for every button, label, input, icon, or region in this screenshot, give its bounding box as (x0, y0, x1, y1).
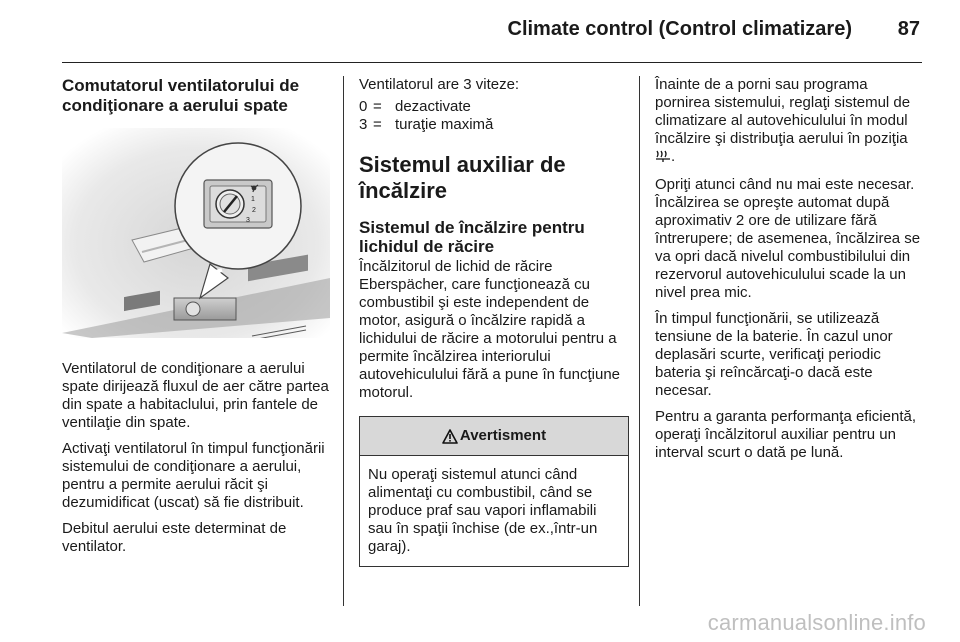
air-distribution-icon (655, 149, 671, 168)
rear-fan-switch-photo (62, 128, 330, 338)
header-rule (62, 62, 922, 63)
speed-number: 3 (359, 116, 368, 133)
column-divider-2 (639, 76, 640, 606)
speed-equals: = (373, 116, 382, 133)
column-divider-1 (343, 76, 344, 606)
paragraph: Ventilatorul de condiţionare a aerului spate dirijează fluxul de aer către partea din spate a habitaclului, prin fantele de ventilaţie din spate. (62, 360, 329, 431)
warning-triangle-icon (442, 429, 458, 444)
warning-title: Avertisment (459, 427, 547, 444)
section-heading-auxiliary-heating: Sistemul auxiliar de încălzire (359, 152, 566, 203)
switch-knob-small (186, 302, 200, 316)
section-heading-rear-fan: Comutatorul ventilatorului de condiţionare a aerului spate (62, 76, 300, 115)
paragraph: În timpul funcţionării, se utilizează tensiune de la baterie. În cazul unor deplasări scurte, verificaţi periodic bateria şi reîncărcaţi-o dacă este necesar. (655, 310, 893, 399)
speed-row (359, 98, 629, 116)
paragraph: Opriţi atunci când nu mai este necesar. Încălzirea se opreşte automat după aproximativ 2 ore de utilizare fără întrerupere; de asemenea, încălzirea se va opri dacă nivelul combustibilului din rezervorul autovehiculului scade la un nivel prea mic. (655, 176, 921, 301)
speed-description: dezactivate (395, 98, 471, 115)
column-left (62, 76, 330, 564)
page-number: 87 (897, 18, 920, 40)
paragraph (655, 76, 925, 168)
fan-speeds-intro: Ventilatorul are 3 viteze: (359, 76, 520, 93)
paragraph: Debitul aerului este determinat de ventilator. (62, 520, 287, 555)
dial-label-2: 2 (252, 207, 256, 214)
warning-header (360, 417, 628, 456)
paragraph-text-end: . (671, 148, 676, 165)
paragraph: Activaţi ventilatorul în timpul funcţionării sistemului de condiţionare a aerului, pentru a permite aerului răcit şi dezumidificat (uscat) să fie distribuit. (62, 440, 325, 511)
speed-equals: = (373, 98, 382, 115)
speed-row (359, 116, 629, 134)
watermark: carmanualsonline.info (707, 610, 926, 635)
dial-label-1: 1 (251, 196, 255, 203)
paragraph: Încălzitorul de lichid de răcire Eberspächer, care funcţionează cu combustibil şi este independent de motor, asigură o încălzire rapidă a lichidului de răcire a motorului pentru a permite încălzirea interiorului autovehiculului fără a pune în funcţiune motorul. (359, 258, 621, 401)
speed-description: turaţie maximă (395, 116, 494, 133)
switch-panel-small (174, 298, 236, 320)
dial-label-3: 3 (246, 217, 250, 224)
warning-box (359, 416, 629, 567)
paragraph: Pentru a garanta performanţa eficientă, operaţi încălzitorul auxiliar pentru un interval scurt o dată pe lună. (655, 408, 916, 461)
column-middle (359, 76, 629, 567)
rear-fan-switch-illustration (62, 128, 330, 338)
warning-body: Nu operaţi sistemul atunci când alimentaţi cu combustibil, când se produce praf sau vapori inflamabili sau în spaţii închise (de ex.,într-un garaj). (368, 466, 598, 555)
paragraph-text: Înainte de a porni sau programa pornirea sistemului, reglaţi sistemul de climatizare al autovehiculului în modul încălzire şi distribuţia aerului în poziţia (655, 76, 911, 147)
header-title: Climate control (Control climatizare) (507, 18, 852, 40)
speed-number: 0 (359, 98, 368, 115)
column-right (655, 76, 925, 470)
subsection-heading-coolant-heater: Sistemul de încălzire pentru lichidul de răcire (359, 218, 585, 256)
